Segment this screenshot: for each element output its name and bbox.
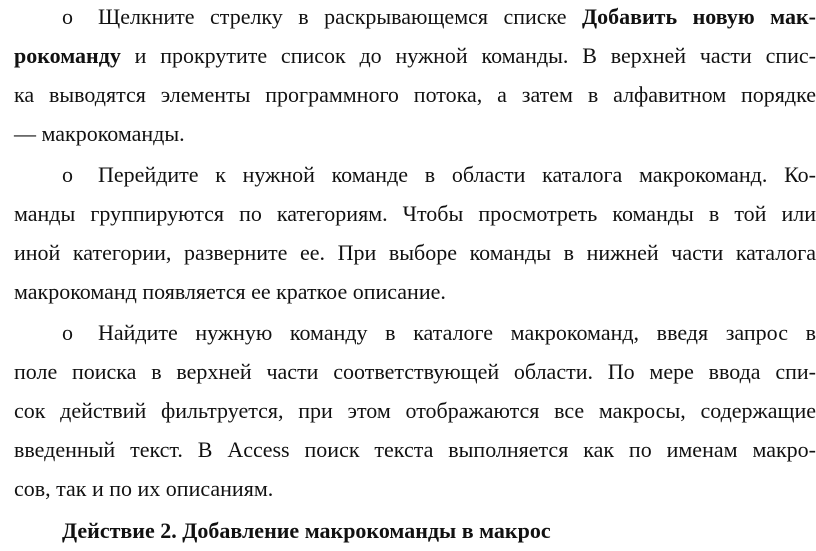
paragraph-1-line-2 xyxy=(14,41,816,71)
section-heading: Действие 2. Добавление макрокоманды в макрос xyxy=(62,518,551,543)
text-segment: Найдите нужную команду в каталоге макрокоманд, введя запрос в xyxy=(98,320,816,345)
paragraph-2-line-2 xyxy=(14,199,816,229)
bold-term: Добавить новую мак- xyxy=(581,4,816,29)
text-segment: — макрокоманды. xyxy=(14,121,185,146)
paragraph-2-line-3 xyxy=(14,238,816,268)
text-segment: поле поиска в верхней части соответствующей области. По мере ввода спи- xyxy=(14,359,816,384)
text-segment: сок действий фильтруется, при этом отображаются все макросы, содержащие xyxy=(14,398,816,423)
paragraph-2-line-4 xyxy=(14,277,816,307)
paragraph-3-line-2 xyxy=(14,357,816,387)
bold-term: рокоманду xyxy=(14,43,121,68)
paragraph-1-line-4 xyxy=(14,119,816,149)
bullet-marker: o xyxy=(62,162,73,187)
bullet-marker: o xyxy=(62,320,73,345)
text-segment: Перейдите к нужной команде в области каталога макрокоманд. Ко- xyxy=(98,162,816,187)
bullet-marker: o xyxy=(62,4,73,29)
paragraph-3-line-5 xyxy=(14,474,816,504)
paragraph-3-line-4 xyxy=(14,435,816,465)
paragraph-1-line-3 xyxy=(14,80,816,110)
text-segment: сов, так и по их описаниям. xyxy=(14,476,274,501)
text-segment: манды группируются по категориям. Чтобы просмотреть команды в той или xyxy=(14,201,816,226)
text-segment: введенный текст. В Access поиск текста выполняется как по именам макро- xyxy=(14,437,816,462)
paragraph-1-line-1 xyxy=(62,2,816,32)
paragraph-3-line-3 xyxy=(14,396,816,426)
text-segment: иной категории, разверните ее. При выборе команды в нижней части каталога xyxy=(14,240,816,265)
text-segment: макрокоманд появляется ее краткое описание. xyxy=(14,279,446,304)
paragraph-3-line-1 xyxy=(62,318,816,348)
text-segment: и прокрутите список до нужной команды. В верхней части спис- xyxy=(120,43,816,68)
text-segment: Щелкните стрелку в раскрывающемся списке xyxy=(98,4,582,29)
text-segment: ка выводятся элементы программного потока, а затем в алфавитном порядке xyxy=(14,82,816,107)
paragraph-2-line-1 xyxy=(62,160,816,190)
